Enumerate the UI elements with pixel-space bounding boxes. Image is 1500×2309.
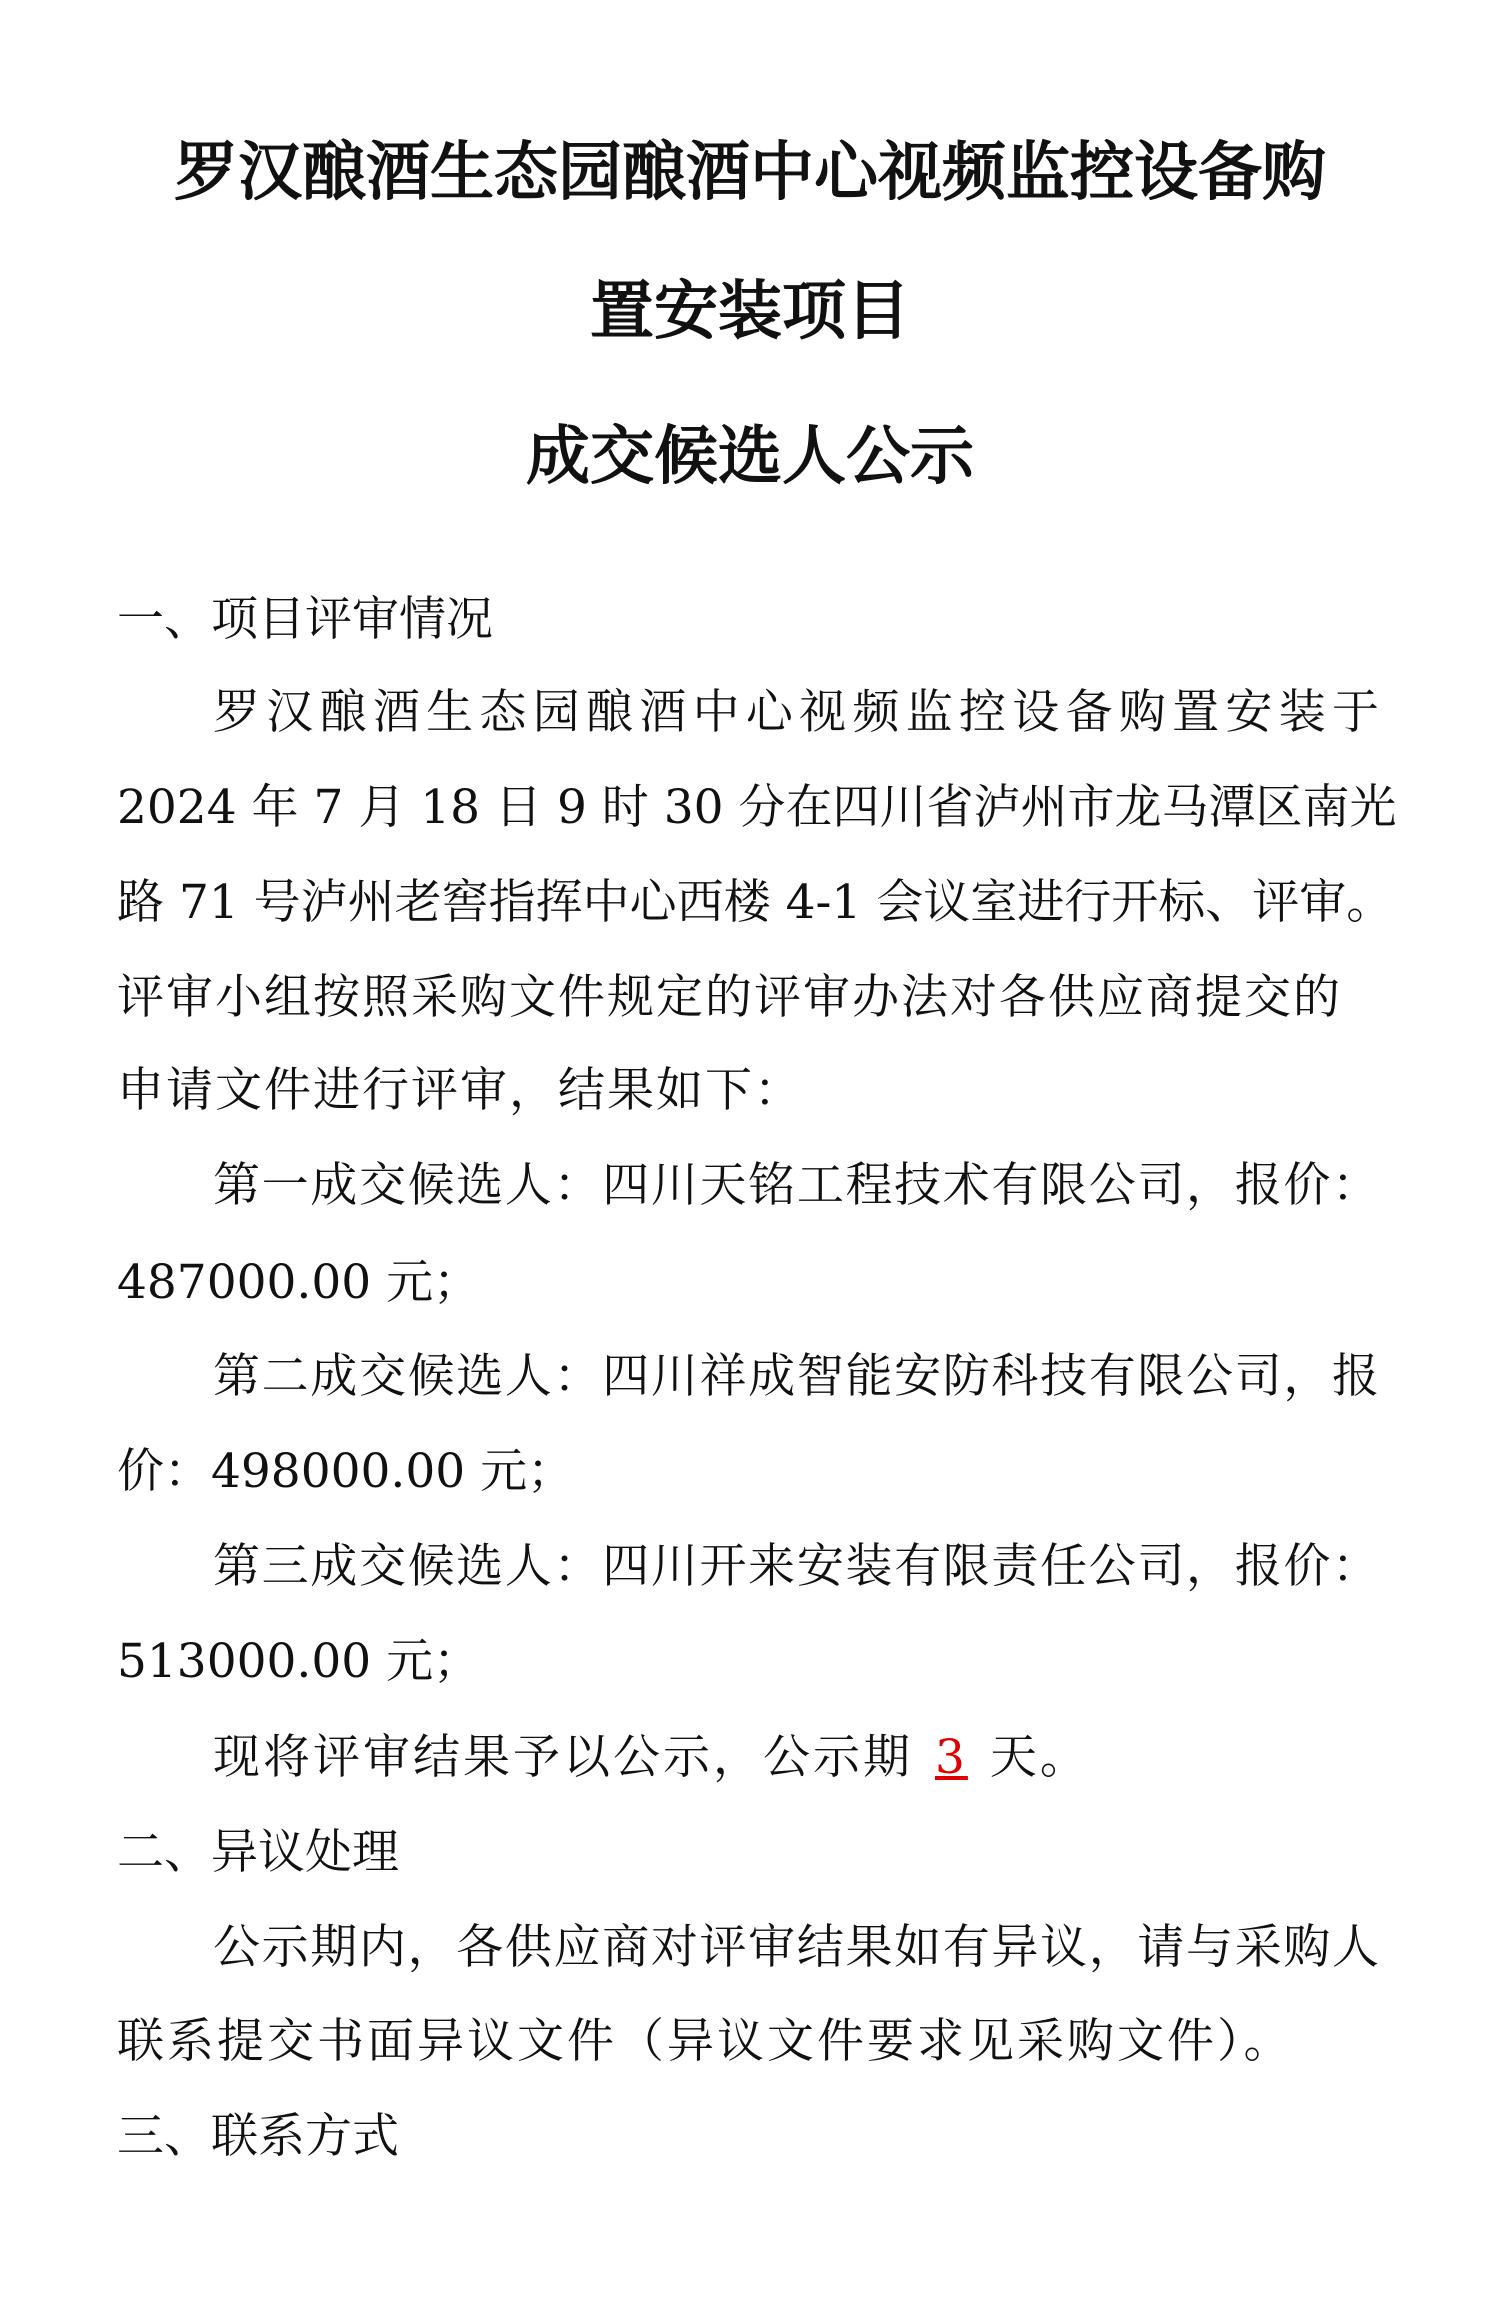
candidate-1-line-1: 第一成交候选人：四川天铭工程技术有限公司，报价： [213, 1158, 1379, 1213]
notice-unit: 天。 [989, 1730, 1090, 1785]
section-3-heading: 三、联系方式 [117, 2109, 399, 2164]
notice-text: 现将评审结果予以公示，公示期 [213, 1730, 913, 1785]
section-1-heading: 一、项目评审情况 [117, 592, 493, 647]
title-line-3: 成交候选人公示 [526, 419, 974, 494]
candidate-3-line-2: 513000.00 元； [117, 1634, 481, 1689]
paragraph-line: 申请文件进行评审，结果如下： [117, 1063, 803, 1118]
candidate-3-line-1: 第三成交候选人：四川开来安装有限责任公司，报价： [213, 1539, 1379, 1594]
title-line-1: 罗汉酿酒生态园酿酒中心视频监控设备购 [174, 135, 1326, 210]
notice-days: 3 [935, 1730, 968, 1785]
paragraph-line: 路 71 号泸州老窖指挥中心西楼 4-1 会议室进行开标、评审。 [117, 875, 1394, 930]
notice-period-line [213, 1718, 1379, 1798]
paragraph-line: 2024 年 7 月 18 日 9 时 30 分在四川省泸州市龙马潭区南光 [117, 780, 1397, 835]
paragraph-line: 联系提交书面异议文件（异议文件要求见采购文件）。 [117, 2014, 1294, 2069]
candidate-2-line-1: 第二成交候选人：四川祥成智能安防科技有限公司，报 [213, 1349, 1379, 1404]
paragraph-line: 罗汉酿酒生态园酿酒中心视频监控设备购置安装于 [213, 685, 1379, 740]
title-line-2: 置安装项目 [590, 274, 910, 349]
section-2-heading: 二、异议处理 [117, 1825, 399, 1880]
candidate-2-line-2: 价：498000.00 元； [117, 1444, 575, 1499]
candidate-1-line-2: 487000.00 元； [117, 1255, 481, 1310]
paragraph-line: 公示期内，各供应商对评审结果如有异议，请与采购人 [213, 1920, 1379, 1975]
paragraph-line: 评审小组按照采购文件规定的评审办法对各供应商提交的 [117, 970, 1342, 1025]
